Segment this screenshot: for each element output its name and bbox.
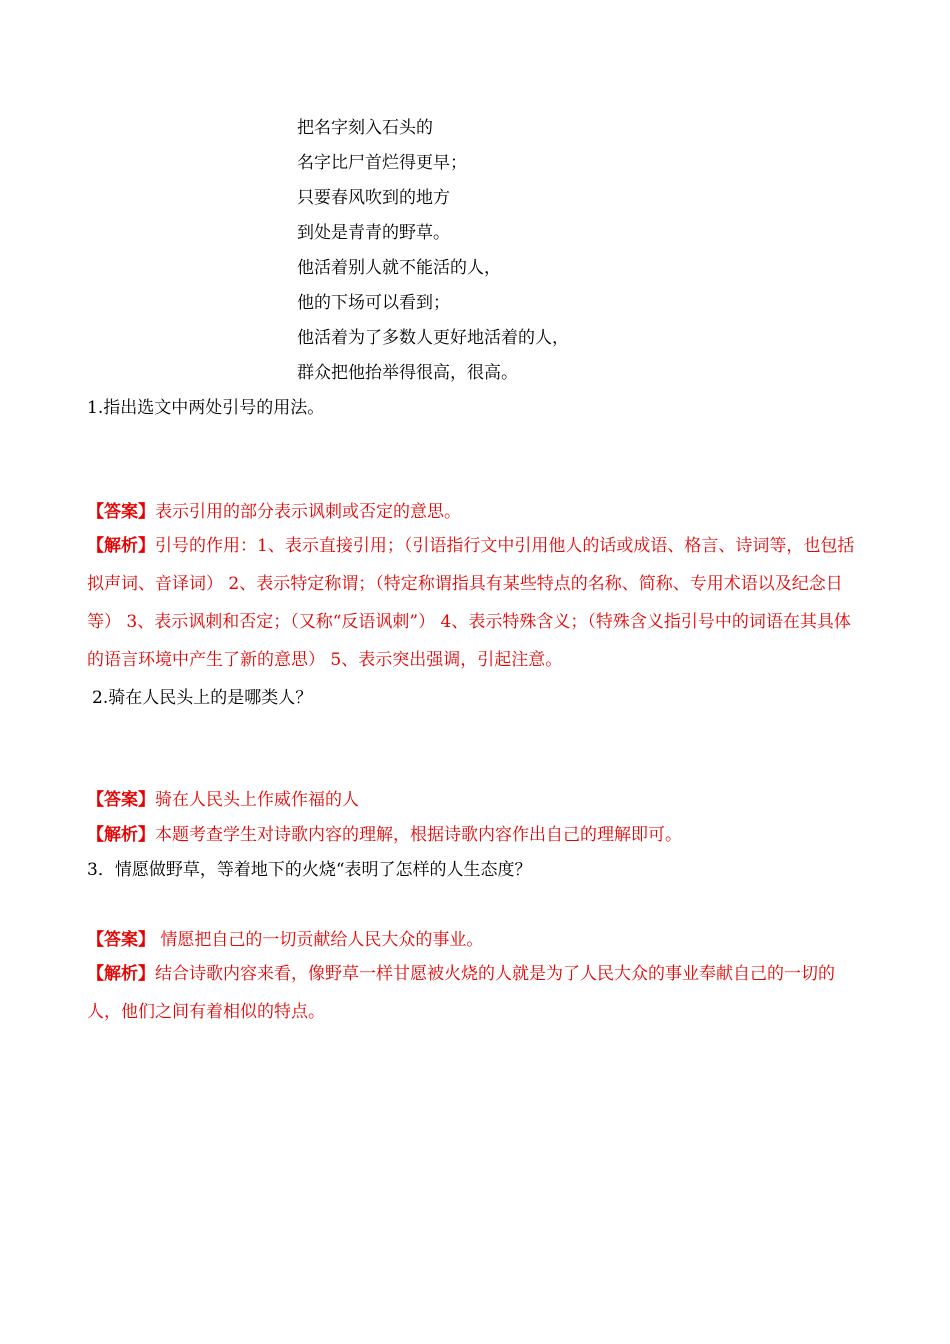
poem-line-5: 他活着别人就不能活的人，: [297, 258, 501, 278]
analysis-text: 结合诗歌内容来看，像野草一样甘愿被火烧的人就是为了人民大众的事业奉献自己的一切的人，他们之间有着相似的特点。: [87, 964, 835, 1022]
answer-3: [87, 928, 483, 952]
analysis-1: [87, 527, 867, 679]
question-2: 2.骑在人民头上的是哪类人？: [92, 688, 313, 708]
question-3: 3．情愿做野草，等着地下的火烧“表明了怎样的人生态度？: [87, 860, 532, 880]
answer-2: [87, 788, 359, 812]
poem-line-3: 只要春风吹到的地方: [297, 188, 450, 208]
analysis-3: [87, 955, 867, 1031]
answer-1: [87, 500, 461, 524]
analysis-tag: 【解析】: [87, 825, 155, 845]
answer-text: 表示引用的部分表示讽刺或否定的意思。: [155, 502, 461, 522]
poem-line-6: 他的下场可以看到；: [297, 293, 450, 313]
answer-text: 骑在人民头上作威作福的人: [155, 790, 359, 810]
analysis-tag: 【解析】: [87, 536, 155, 556]
analysis-text: 引号的作用：1、表示直接引用；（引语指行文中引用他人的话或成语、格言、诗词等，也包括拟声词、音译词） 2、表示特定称谓；（特定称谓指具有某些特点的名称、简称、专用术语以及纪念日等） 3、表示讽刺和否定；（又称“反语讽刺”） 4、表示特殊含义；（特殊含义指引号中的词语在其具体的语言环境中产生了新的意思） 5、表示突出强调，引起注意。: [87, 536, 855, 670]
question-1: 1.指出选文中两处引号的用法。: [87, 398, 325, 418]
analysis-tag: 【解析】: [87, 964, 155, 984]
answer-text: 情愿把自己的一切贡献给人民大众的事业。: [155, 930, 484, 950]
poem-line-4: 到处是青青的野草。: [297, 223, 450, 243]
analysis-2: [87, 823, 682, 847]
poem-line-2: 名字比尸首烂得更早；: [297, 153, 467, 173]
poem-line-8: 群众把他抬举得很高，很高。: [297, 363, 518, 383]
analysis-text: 本题考查学生对诗歌内容的理解，根据诗歌内容作出自己的理解即可。: [155, 825, 682, 845]
poem-line-1: 把名字刻入石头的: [297, 118, 433, 138]
poem-line-7: 他活着为了多数人更好地活着的人，: [297, 328, 569, 348]
answer-tag: 【答案】: [87, 930, 155, 950]
answer-tag: 【答案】: [87, 502, 155, 522]
answer-tag: 【答案】: [87, 790, 155, 810]
